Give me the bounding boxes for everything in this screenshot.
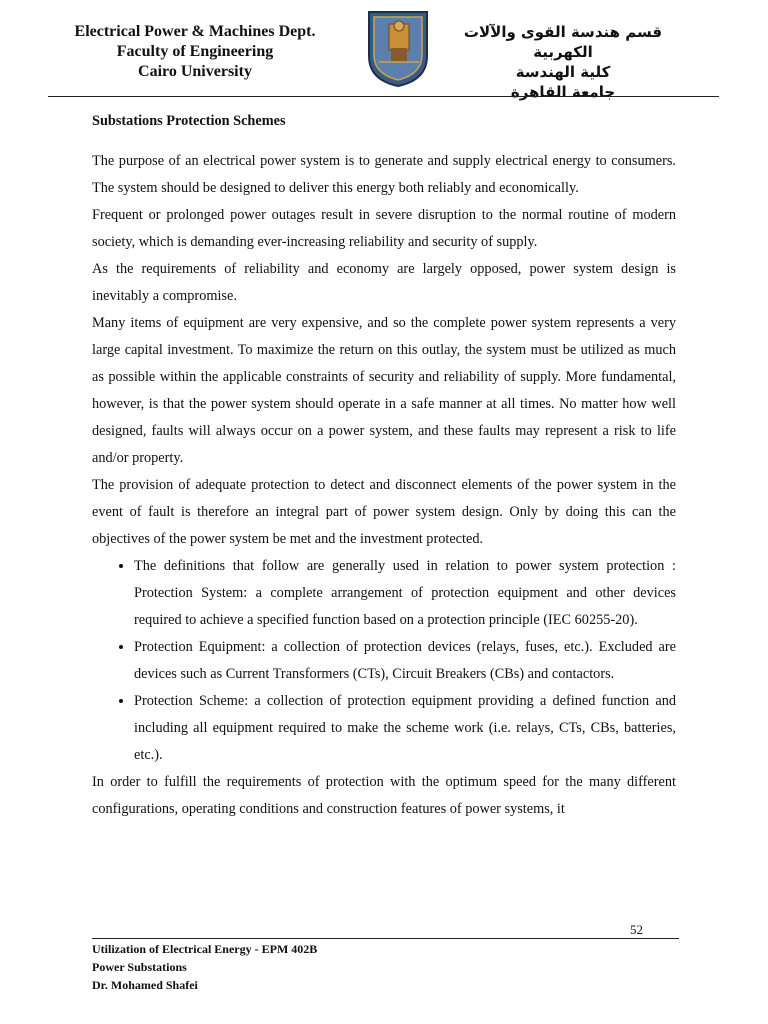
footer-author: Dr. Mohamed Shafei [92, 978, 198, 992]
footer-subject: Power Substations [92, 960, 187, 974]
department-name-en: Electrical Power & Machines Dept. [74, 23, 316, 40]
body-paragraph: As the requirements of reliability and economy are largely opposed, power system design is inevitably a compromise. [92, 261, 676, 304]
header-divider [48, 96, 719, 97]
body-paragraph: The provision of adequate protection to detect and disconnect elements of the power system in the event of fault is therefore an integral part of power system design. Only by doing this can the objectives of the power system be met and the investment protected. [92, 477, 676, 547]
header-arabic-block [448, 22, 678, 102]
faculty-name-ar: كلية الهندسة [515, 63, 611, 81]
section-title: Substations Protection Schemes [92, 113, 286, 129]
page-number: 52 [630, 922, 643, 937]
header-english-block [60, 22, 330, 82]
page-footer [92, 940, 317, 994]
page-header [0, 0, 768, 101]
body-paragraph: Frequent or prolonged power outages result in severe disruption to the normal routine of modern society, which is demanding ever-increasing reliability and security of supply. [92, 207, 676, 250]
list-item: • Protection Scheme: a collection of protection equipment providing a defined function and including all equipment required to make the scheme work (i.e. relays, CTs, CBs, batteries, etc.). [134, 688, 676, 769]
list-item: • Protection Equipment: a collection of protection devices (relays, fuses, etc.). Excluded are devices such as Current Transformers (CTs), Circuit Breakers (CBs) and contactors. [134, 634, 676, 688]
cairo-university-logo [367, 10, 429, 88]
body-paragraph: In order to fulfill the requirements of protection with the optimum speed for the many different configurations, operating conditions and construction features of power systems, it [92, 774, 676, 817]
definitions-list [92, 553, 676, 769]
university-name-ar: جامعة القاهرة [510, 83, 616, 101]
footer-divider [92, 938, 679, 939]
university-name-en: Cairo University [138, 63, 252, 80]
faculty-name-en: Faculty of Engineering [116, 43, 274, 60]
university-seal-icon [367, 10, 429, 88]
list-item: • The definitions that follow are generally used in relation to power system protection : Protection System: a complete arrangement of protection equipment and other devices required to achieve a specified function based on a protection principle (IEC 60255-20). [134, 553, 676, 634]
footer-course: Utilization of Electrical Energy - EPM 402B [92, 942, 318, 956]
body-paragraph: The purpose of an electrical power system is to generate and supply electrical energy to consumers. The system should be designed to deliver this energy both reliably and economically. [92, 153, 676, 196]
document-body [92, 108, 676, 823]
department-name-ar: قسم هندسة القوى والآلات الكهربية [463, 23, 663, 61]
body-paragraph: Many items of equipment are very expensive, and so the complete power system represents a very large capital investment. To maximize the return on this outlay, the system must be utilized as much as possible within the applicable constraints of security and reliability of supply. More fundamental, however, is that the power system should operate in a safe manner at all times. No matter how well designed, faults will always occur on a power system, and these faults may represent a risk to life and/or property. [92, 315, 676, 466]
